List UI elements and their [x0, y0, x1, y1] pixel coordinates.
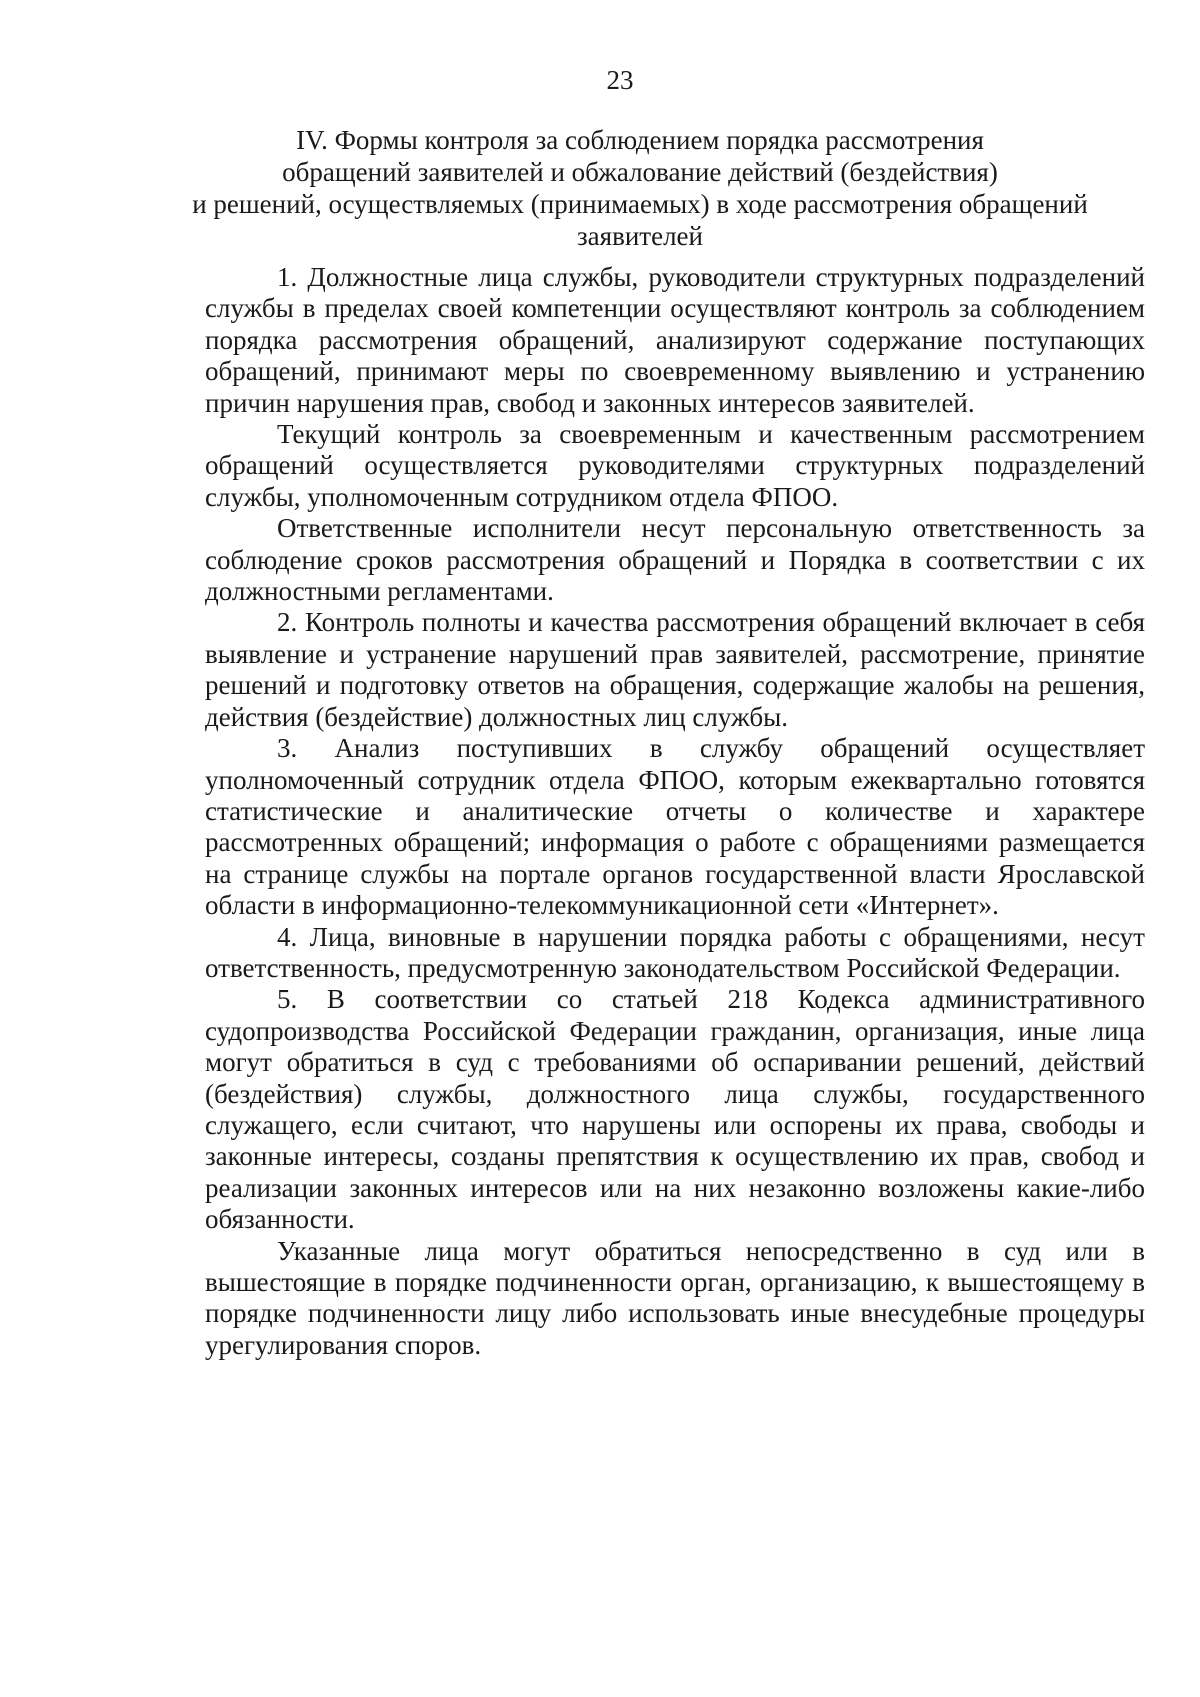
paragraph-7: 5. В соответствии со статьей 218 Кодекса административного судопроизводства Российской Федерации гражданин, организация, иные лица могут обратиться в суд с требованиями об оспаривании решений, действий (бездействия) службы, должностного лица службы, государственного служащего, если считают, что нарушены или оспорены их права, свободы и законные интересы, созданы препятствия к осуществлению их прав, свобод и реализации законных интересов или на них незаконно возложены какие-либо обязанности. [205, 984, 1145, 1235]
heading-line-4: заявителей [577, 221, 703, 251]
section-heading [190, 124, 1090, 252]
page-number: 23 [606, 65, 634, 95]
paragraph-8: Указанные лица могут обратиться непосредственно в суд или в вышестоящие в порядке подчиненности орган, организацию, к вышестоящему в порядке подчиненности лицу либо использовать иные внесудебные процедуры урегулирования споров. [205, 1235, 1145, 1360]
heading-line-1: IV. Формы контроля за соблюдением порядка рассмотрения [296, 125, 984, 155]
document-body [205, 262, 1145, 1361]
paragraph-1: 1. Должностные лица службы, руководители структурных подразделений службы в пределах своей компетенции осуществляют контроль за соблюдением порядка рассмотрения обращений, анализируют содержание поступающих обращений, принимают меры по своевременному выявлению и устранению причин нарушения прав, свобод и законных интересов заявителей. [205, 262, 1145, 418]
paragraph-2: Текущий контроль за своевременным и качественным рассмотрением обращений осуществляется руководителями структурных подразделений службы, уполномоченным сотрудником отдела ФПОО. [205, 419, 1145, 512]
heading-line-3: и решений, осуществляемых (принимаемых) в ходе рассмотрения обращений [192, 189, 1088, 219]
paragraph-6: 4. Лица, виновные в нарушении порядка работы с обращениями, несут ответственность, предусмотренную законодательством Российской Федерации. [205, 921, 1145, 983]
paragraph-3: Ответственные исполнители несут персональную ответственность за соблюдение сроков рассмотрения обращений и Порядка в соответствии с их должностными регламентами. [205, 513, 1145, 607]
heading-line-2: обращений заявителей и обжалование действий (бездействия) [282, 157, 998, 187]
paragraph-4: 2. Контроль полноты и качества рассмотрения обращений включает в себя выявление и устранение нарушений прав заявителей, рассмотрение, принятие решений и подготовку ответов на обращения, содержащие жалобы на решения, действия (бездействие) должностных лиц службы. [205, 607, 1145, 732]
paragraph-5: 3. Анализ поступивших в службу обращений осуществляет уполномоченный сотрудник отдела ФПОО, которым ежеквартально готовятся статистические и аналитические отчеты о количестве и характере рассмотренных обращений; информация о работе с обращениями размещается на странице службы на портале органов государственной власти Ярославской области в информационно-телекоммуникационной сети «Интернет». [205, 733, 1145, 921]
